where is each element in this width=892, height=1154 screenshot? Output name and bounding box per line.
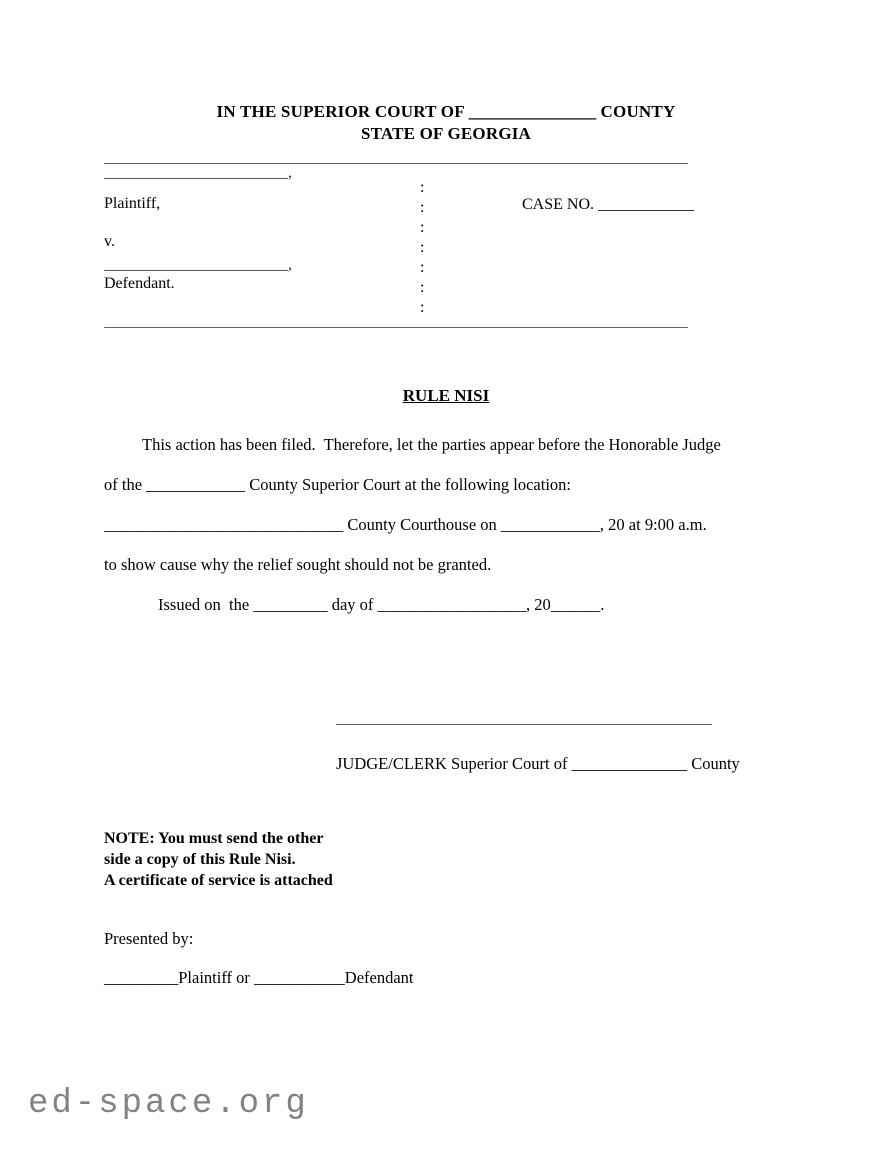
signature-label: JUDGE/CLERK Superior Court of ______________ County (336, 754, 740, 773)
court-header-line-2: STATE OF GEORGIA (360, 124, 532, 143)
section-title (0, 386, 892, 406)
body-line-2: of the ____________ County Superior Court at the following location: (104, 475, 571, 494)
note-line-2: side a copy of this Rule Nisi. (104, 851, 296, 868)
plaintiff-label: Plaintiff, (104, 195, 161, 212)
court-header-line-1 (0, 101, 892, 123)
party-column (104, 164, 404, 292)
presented-by-block (104, 928, 414, 988)
presented-by-label: Presented by: (104, 929, 194, 948)
caption-colon: : (420, 199, 425, 216)
signature-block (336, 712, 796, 774)
case-caption (104, 152, 788, 328)
caption-colon: : (420, 179, 425, 196)
body-line-5: Issued on the _________ day of __________________, 20______. (158, 595, 605, 614)
body-text (104, 425, 794, 625)
plaintiff-name-blank: _______________________, (104, 164, 292, 181)
note-block (104, 828, 333, 891)
caption-colon: : (420, 299, 425, 316)
body-line-3: _____________________________ County Courthouse on ____________, 20 at 9:00 a.m. (104, 515, 707, 534)
body-line-1: This action has been filed. Therefore, let the parties appear before the Honorable Judge (142, 435, 721, 454)
site-watermark: ed-space.org (28, 1085, 309, 1123)
note-line-1: NOTE: You must send the other (104, 830, 324, 847)
section-title-text: RULE NISI (402, 386, 490, 405)
caption-colon: : (420, 279, 425, 296)
defendant-label: Defendant. (104, 275, 175, 292)
signature-rule: _______________________________________________ (336, 710, 712, 727)
caption-colon: : (420, 259, 425, 276)
county-blank: _______________ (468, 102, 597, 121)
court-header-prefix: IN THE SUPERIOR COURT OF (216, 102, 469, 121)
versus-label: v. (104, 233, 115, 250)
note-line-3: A certificate of service is attached (104, 872, 333, 889)
presented-by-signature-line: _________Plaintiff or ___________Defendant (104, 968, 414, 987)
body-line-4: to show cause why the relief sought should not be granted. (104, 555, 492, 574)
caption-colon: : (420, 239, 425, 256)
caption-bottom-rule: _________________________________________________________________________ (104, 316, 688, 328)
caption-top-rule: _________________________________________________________________________ (104, 152, 688, 164)
caption-colon-column (420, 178, 424, 318)
defendant-name-blank: _______________________, (104, 256, 292, 273)
caption-body (104, 164, 788, 316)
case-number-field: CASE NO. ____________ (522, 196, 695, 213)
court-header (0, 101, 892, 145)
court-header-suffix: COUNTY (596, 102, 676, 121)
caption-colon: : (420, 219, 425, 236)
